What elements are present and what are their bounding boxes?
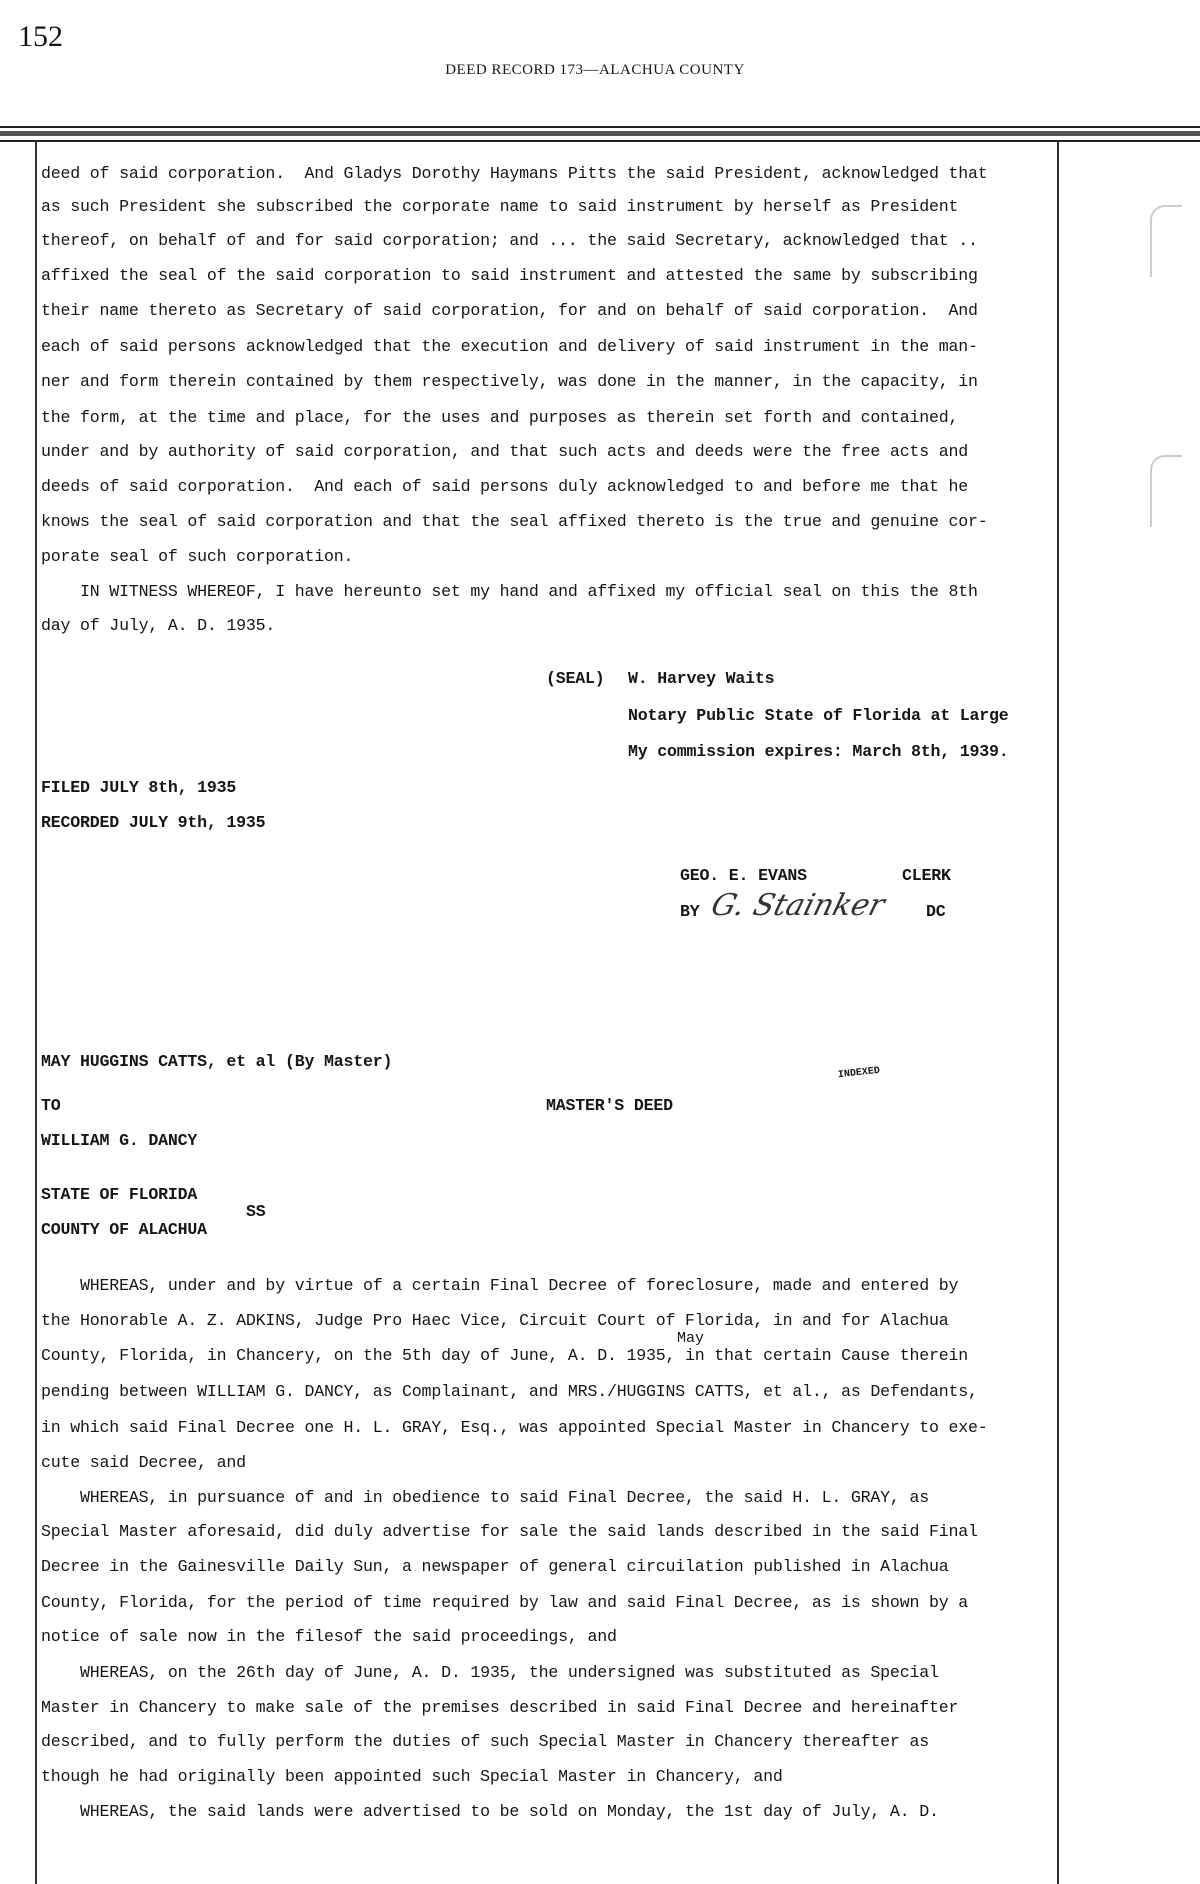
record-title: DEED RECORD 173—ALACHUA COUNTY <box>445 62 745 78</box>
text-line: deed of said corporation. And Gladys Dorothy Haymans Pitts the said President, acknowledged that <box>41 164 988 183</box>
text-line: Decree in the Gainesville Daily Sun, a newspaper of general circuilation published in Alachua <box>41 1557 949 1576</box>
left-margin-line <box>35 142 37 1884</box>
recorded-date: RECORDED JULY 9th, 1935 <box>41 813 266 832</box>
text-line: Special Master aforesaid, did duly advertise for sale the said lands described in the said Final <box>41 1522 978 1541</box>
page-number: 152 <box>18 20 63 53</box>
clerk-name: GEO. E. EVANS <box>680 866 807 885</box>
text-line: ner and form therein contained by them respectively, was done in the manner, in the capacity, in <box>41 372 978 391</box>
text-line: County, Florida, for the period of time required by law and said Final Decree, as is shown by a <box>41 1593 968 1612</box>
right-margin-line <box>1057 142 1059 1884</box>
text-line: under and by authority of said corporation, and that such acts and deeds were the free acts and <box>41 442 968 461</box>
header-rule <box>0 131 1200 136</box>
text-line: their name thereto as Secretary of said corporation, for and on behalf of said corporation. And <box>41 301 978 320</box>
text-line: Master in Chancery to make sale of the premises described in said Final Decree and hereinafter <box>41 1698 959 1717</box>
binder-hole <box>1150 455 1182 527</box>
text-line: in which said Final Decree one H. L. GRAY, Esq., was appointed Special Master in Chancery to exe- <box>41 1418 988 1437</box>
by-label: BY <box>680 902 700 921</box>
grantee: WILLIAM G. DANCY <box>41 1131 198 1150</box>
text-line: the form, at the time and place, for the uses and purposes as therein set forth and contained, <box>41 408 959 427</box>
text-line: as such President she subscribed the corporate name to said instrument by herself as President <box>41 197 959 216</box>
handwritten-insertion: May <box>677 1330 705 1347</box>
ss-label: SS <box>246 1202 266 1221</box>
text-line: notice of sale now in the filesof the said proceedings, and <box>41 1627 617 1646</box>
seal-label: (SEAL) <box>546 669 605 688</box>
filed-date: FILED JULY 8th, 1935 <box>41 778 237 797</box>
text-line: WHEREAS, on the 26th day of June, A. D. 1935, the undersigned was substituted as Special <box>41 1663 939 1682</box>
deputy-signature: G. Stainker <box>707 888 889 923</box>
text-line: thereof, on behalf of and for said corporation; and ... the said Secretary, acknowledged that .. <box>41 231 978 250</box>
clerk-title: CLERK <box>902 866 951 885</box>
text-line: IN WITNESS WHEREOF, I have hereunto set my hand and affixed my official seal on this the 8th <box>41 582 978 601</box>
binder-hole <box>1150 205 1182 277</box>
to-label: TO <box>41 1096 61 1115</box>
text-line: porate seal of such corporation. <box>41 547 354 566</box>
text-line: though he had originally been appointed such Special Master in Chancery, and <box>41 1767 783 1786</box>
state-label: STATE OF FLORIDA <box>41 1185 198 1204</box>
county-label: COUNTY OF ALACHUA <box>41 1220 207 1239</box>
deed-type: MASTER'S DEED <box>546 1096 673 1115</box>
notary-title: Notary Public State of Florida at Large <box>628 706 1009 725</box>
text-line: described, and to fully perform the duties of such Special Master in Chancery thereafter as <box>41 1732 929 1751</box>
header-rule <box>0 140 1200 142</box>
notary-commission: My commission expires: March 8th, 1939. <box>628 742 1009 761</box>
text-line: day of July, A. D. 1935. <box>41 616 276 635</box>
text-line: cute said Decree, and <box>41 1453 246 1472</box>
text-line: deeds of said corporation. And each of said persons duly acknowledged to and before me that he <box>41 477 968 496</box>
text-line: pending between WILLIAM G. DANCY, as Complainant, and MRS./HUGGINS CATTS, et al., as Defendants, <box>41 1382 978 1401</box>
deputy-title: DC <box>926 902 946 921</box>
text-line: knows the seal of said corporation and that the seal affixed thereto is the true and genuine cor- <box>41 512 988 531</box>
notary-name: W. Harvey Waits <box>628 669 775 688</box>
text-line: each of said persons acknowledged that the execution and delivery of said instrument in the man- <box>41 337 978 356</box>
text-line: WHEREAS, under and by virtue of a certain Final Decree of foreclosure, made and entered by <box>41 1276 959 1295</box>
text-line: WHEREAS, in pursuance of and in obedience to said Final Decree, the said H. L. GRAY, as <box>41 1488 929 1507</box>
text-line: the Honorable A. Z. ADKINS, Judge Pro Haec Vice, Circuit Court of Florida, in and for Alachua <box>41 1311 949 1330</box>
indexed-stamp: INDEXED <box>837 1065 881 1082</box>
text-line: County, Florida, in Chancery, on the 5th day of June, A. D. 1935, in that certain Cause therein <box>41 1346 968 1365</box>
text-line: WHEREAS, the said lands were advertised to be sold on Monday, the 1st day of July, A. D. <box>41 1802 939 1821</box>
header-rule <box>0 126 1200 128</box>
grantor: MAY HUGGINS CATTS, et al (By Master) <box>41 1052 393 1071</box>
text-line: affixed the seal of the said corporation to said instrument and attested the same by subscribing <box>41 266 978 285</box>
